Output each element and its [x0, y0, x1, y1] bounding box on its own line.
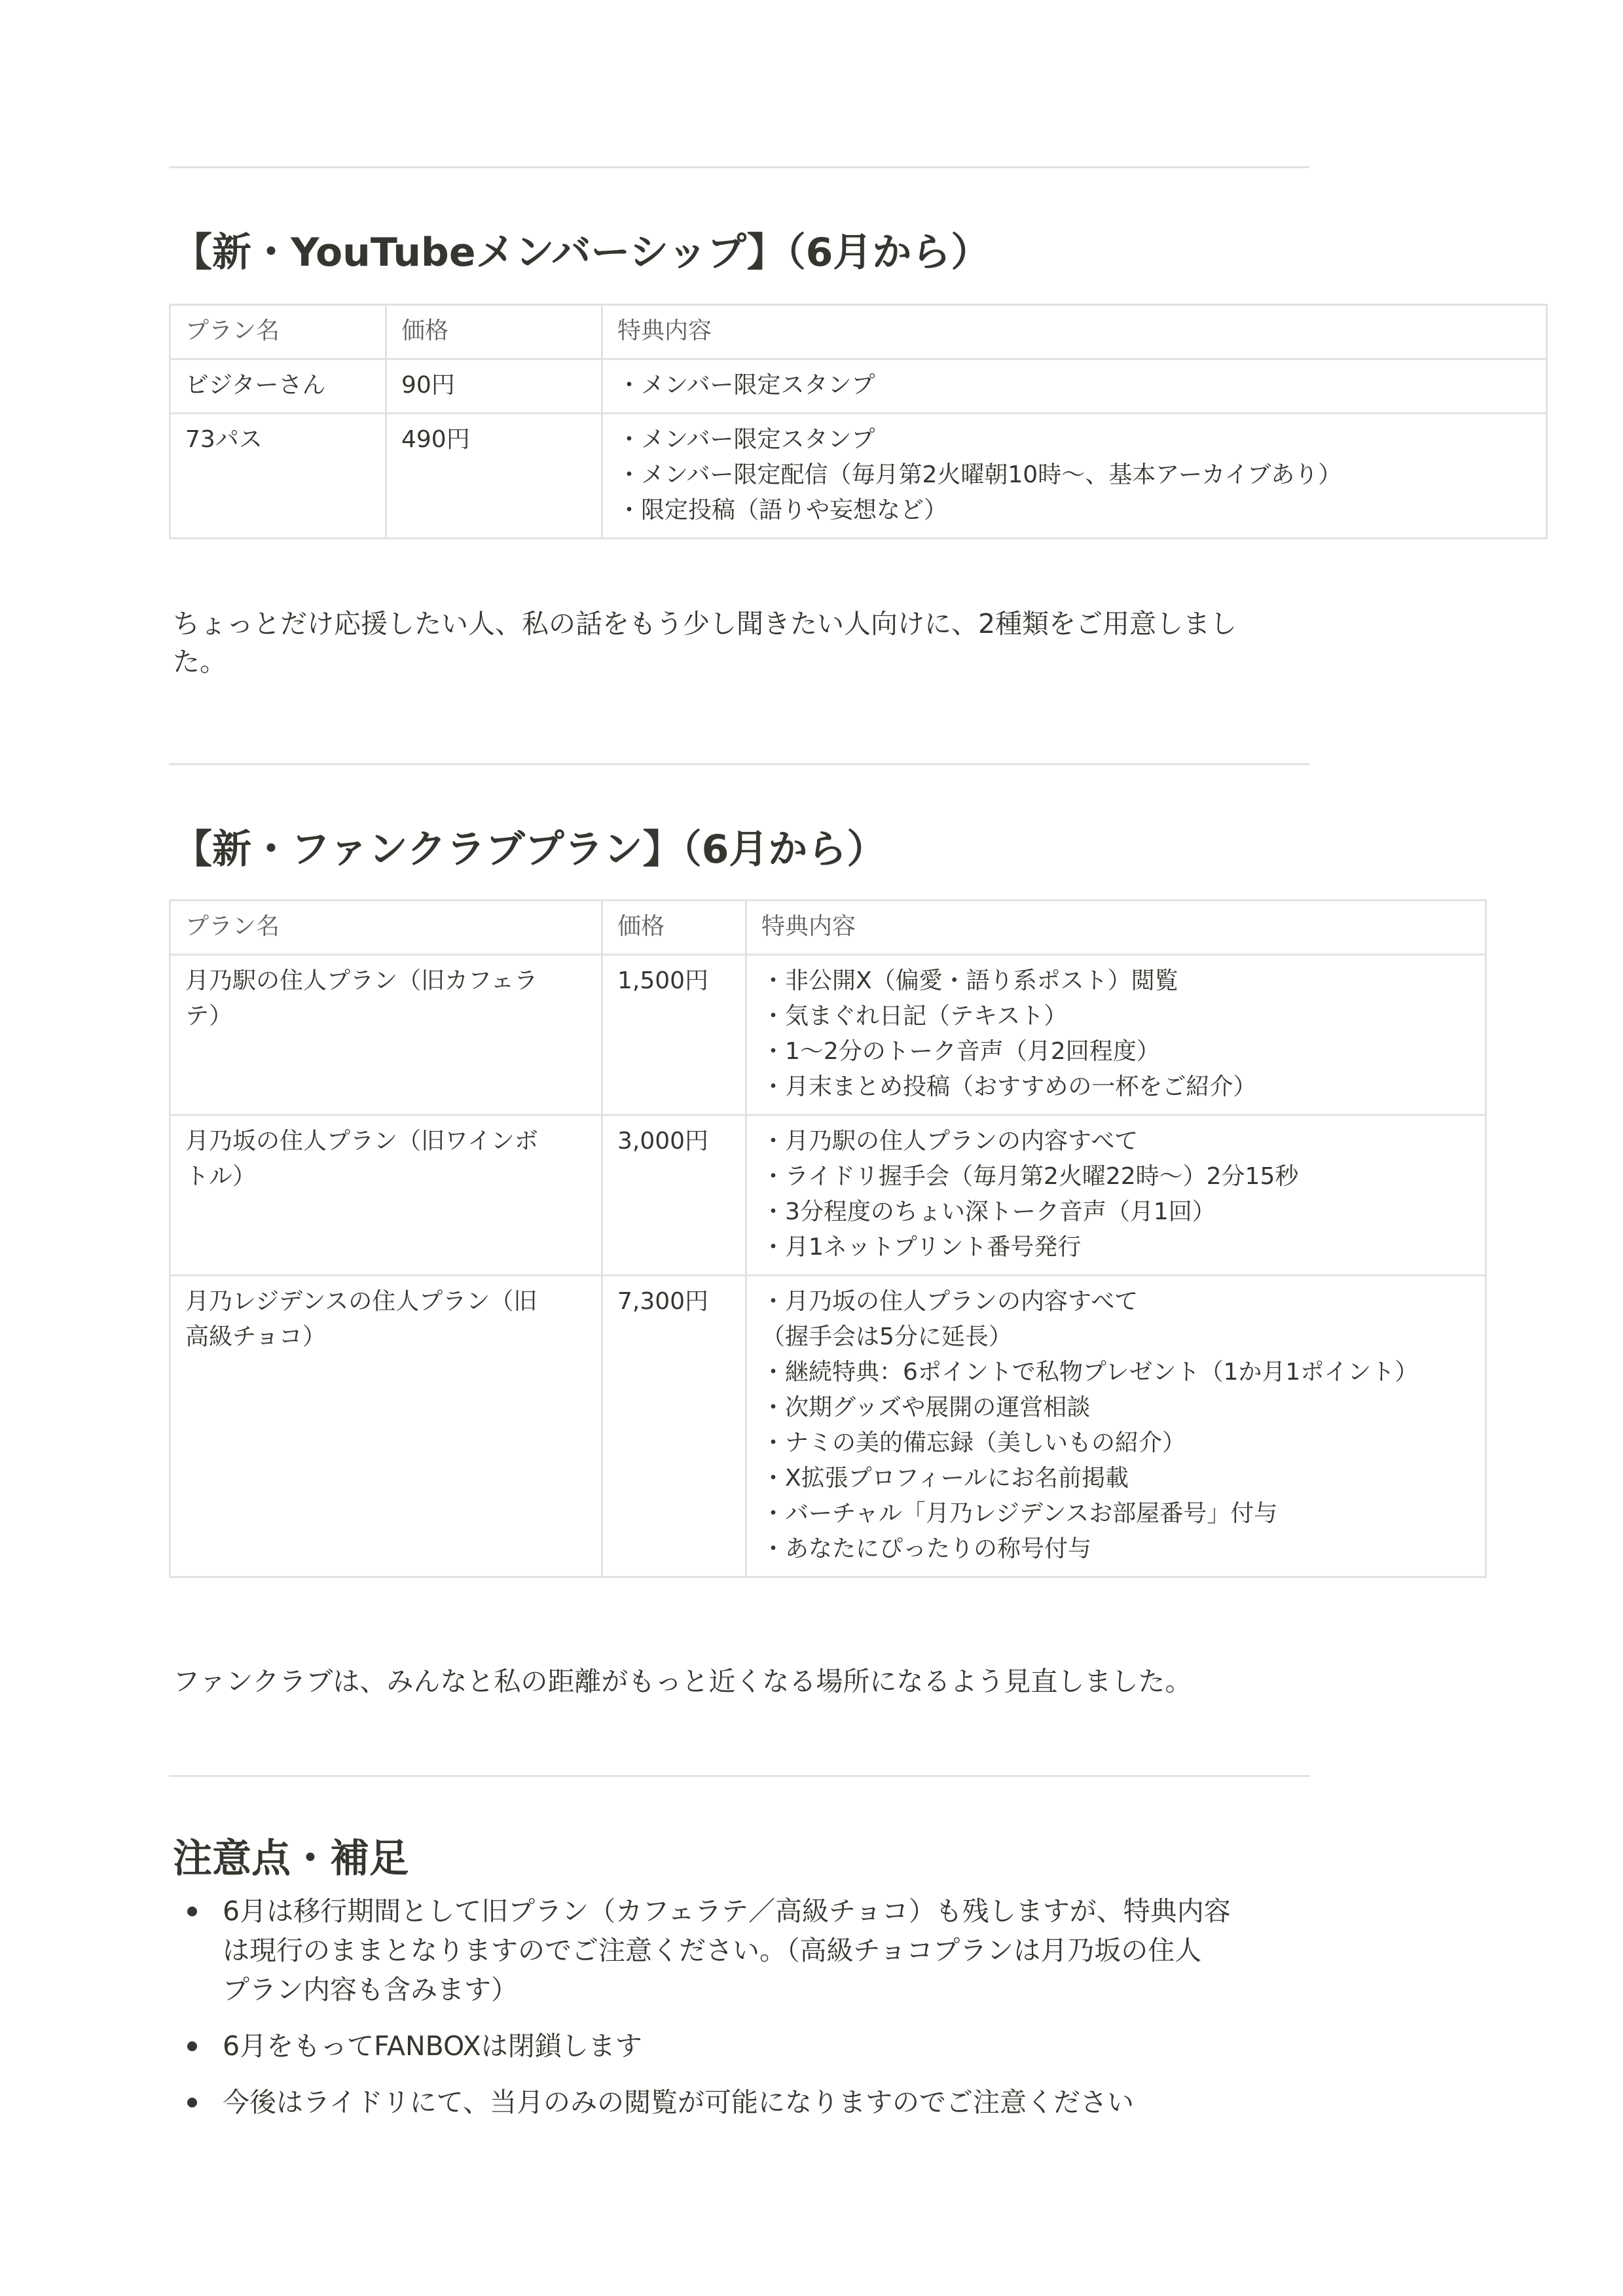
notes-list — [173, 1892, 1325, 2139]
benefits-cell — [746, 1115, 1486, 1276]
youtube-membership-note — [173, 605, 1325, 681]
header-plan-name: プラン名 — [170, 305, 386, 359]
plan-name-cell: 73パス — [170, 414, 386, 539]
table-row — [170, 414, 1547, 539]
list-item-line: 6月をもってFANBOXは閉鎖します — [223, 2030, 642, 2062]
list-item-line: は現行のままとなりますのでご注意ください。（高級チョコプランは月乃坂の住人 — [223, 1935, 1202, 1966]
benefits-cell — [602, 359, 1547, 414]
table-row — [170, 955, 1486, 1115]
benefit-item: ・継続特典：6ポイントで私物プレゼント（1か月1ポイント） — [761, 1359, 1419, 1386]
benefit-item: ・限定投稿（語りや妄想など） — [617, 497, 948, 524]
benefits-cell — [602, 414, 1547, 539]
note-line: ちょっとだけ応援したい人、私の話をもう少し聞きたい人向けに、2種類をご用意しまし — [173, 608, 1237, 639]
benefit-item: ・月乃坂の住人プランの内容すべて — [761, 1288, 1139, 1315]
benefit-item: ・あなたにぴったりの称号付与 — [761, 1535, 1092, 1562]
plan-name-line: 月乃レジデンスの住人プラン（旧 — [185, 1288, 538, 1315]
fanclub-plan-table — [169, 899, 1487, 1578]
benefit-item: ・次期グッズや展開の運営相談 — [761, 1394, 1091, 1421]
list-item-line: 今後はライドリにて、当月のみの閲覧が可能になりますのでご注意ください — [223, 2087, 1134, 2118]
benefit-item: ・X拡張プロフィールにお名前掲載 — [761, 1465, 1129, 1492]
benefit-item: ・月1ネットプリント番号発行 — [761, 1234, 1082, 1261]
header-price: 価格 — [386, 305, 602, 359]
header-price: 価格 — [602, 901, 746, 955]
plan-name-cell — [170, 955, 602, 1115]
benefit-item: （握手会は5分に延長） — [761, 1323, 1012, 1350]
price-cell: 3,000円 — [602, 1115, 746, 1276]
header-benefits: 特典内容 — [602, 305, 1547, 359]
price-cell: 90円 — [386, 359, 602, 414]
benefits-cell — [746, 955, 1486, 1115]
plan-name-line: 高級チョコ） — [185, 1323, 326, 1350]
divider — [169, 1775, 1309, 1777]
table-header-row — [170, 901, 1486, 955]
youtube-membership-table — [169, 304, 1548, 539]
benefit-item: ・ライドリ握手会（毎月第2火曜22時〜）2分15秒 — [761, 1163, 1299, 1190]
list-item — [173, 2026, 1325, 2066]
table-row — [170, 359, 1547, 414]
header-plan-name: プラン名 — [170, 901, 602, 955]
price-cell: 7,300円 — [602, 1276, 746, 1577]
bullet-icon — [187, 2098, 197, 2108]
benefit-item: ・気まぐれ日記（テキスト） — [761, 1003, 1068, 1030]
list-item-line: 6月は移行期間として旧プラン（カフェラテ／高級チョコ）も残しますが、特典内容 — [223, 1895, 1231, 1927]
plan-name-cell: ビジターさん — [170, 359, 386, 414]
divider — [169, 166, 1309, 168]
bullet-icon — [187, 2041, 197, 2051]
fanclub-note: ファンクラブは、みんなと私の距離がもっと近くなる場所になるよう見直しました。 — [173, 1666, 1192, 1697]
plan-name-line: 月乃坂の住人プラン（旧ワインボ — [185, 1128, 538, 1155]
list-item-line: プラン内容も含みます） — [223, 1974, 518, 2005]
benefit-item: ・1〜2分のトーク音声（月2回程度） — [761, 1038, 1160, 1065]
table-row — [170, 1115, 1486, 1276]
note-line: た。 — [173, 646, 227, 677]
benefits-cell — [746, 1276, 1486, 1577]
list-item — [173, 1892, 1325, 2009]
header-benefits: 特典内容 — [746, 901, 1486, 955]
benefit-item: ・メンバー限定配信（毎月第2火曜朝10時〜、基本アーカイブあり） — [617, 461, 1342, 488]
benefit-item: ・月乃駅の住人プランの内容すべて — [761, 1128, 1139, 1155]
fanclub-plan-heading: 【新・ファンクラブプラン】（6月から） — [173, 827, 886, 872]
plan-name-line: トル） — [185, 1163, 257, 1190]
table-header-row — [170, 305, 1547, 359]
benefit-item: ・非公開X（偏愛・語り系ポスト）閲覧 — [761, 967, 1178, 994]
divider — [169, 763, 1309, 765]
table-row — [170, 1276, 1486, 1577]
benefit-item: ・バーチャル「月乃レジデンスお部屋番号」付与 — [761, 1500, 1278, 1527]
youtube-membership-heading: 【新・YouTubeメンバーシップ】（6月から） — [173, 230, 991, 276]
list-item — [173, 2083, 1325, 2122]
bullet-icon — [187, 1907, 197, 1916]
benefit-item: ・3分程度のちょい深トーク音声（月1回） — [761, 1198, 1216, 1225]
plan-name-cell — [170, 1115, 602, 1276]
benefit-item: ・ナミの美的備忘録（美しいもの紹介） — [761, 1429, 1186, 1456]
plan-name-cell — [170, 1276, 602, 1577]
price-cell: 490円 — [386, 414, 602, 539]
plan-name-line: テ） — [185, 1003, 233, 1030]
plan-name-line: 月乃駅の住人プラン（旧カフェラ — [185, 967, 538, 994]
benefit-item: ・メンバー限定スタンプ — [617, 372, 875, 399]
notes-heading: 注意点・補足 — [173, 1836, 409, 1882]
benefit-item: ・メンバー限定スタンプ — [617, 426, 875, 453]
benefit-item: ・月末まとめ投稿（おすすめの一杯をご紹介） — [761, 1073, 1257, 1100]
price-cell: 1,500円 — [602, 955, 746, 1115]
